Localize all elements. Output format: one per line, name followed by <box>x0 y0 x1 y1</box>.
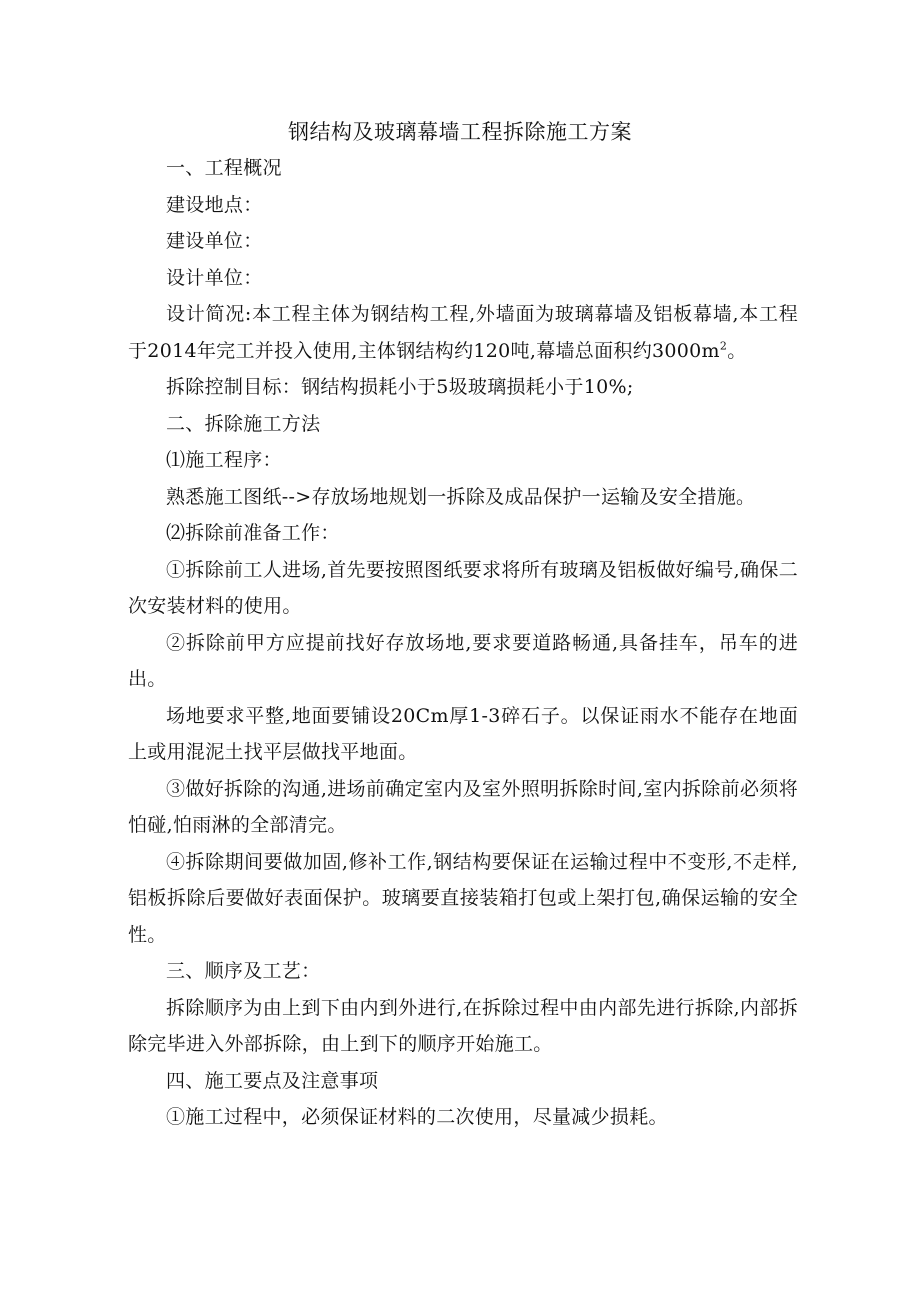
design-brief-end: 。 <box>727 339 747 362</box>
design-brief-paragraph <box>128 296 798 369</box>
document-body <box>128 150 798 1136</box>
step1-heading: ⑴施工程序： <box>166 449 282 471</box>
control-target: 拆除控制目标：钢结构损耗小于5圾玻璃损耗小于10%; <box>166 376 634 398</box>
prep-item: ①拆除前工人进场,首先要按照图纸要求将所有玻璃及铝板做好编号,确保二次安装材料的使用。 <box>128 558 798 617</box>
section-heading-overview: 一、工程概况 <box>166 157 282 179</box>
section-heading-sequence: 三、顺序及工艺： <box>166 960 321 982</box>
designer-label: 设计单位： <box>166 266 263 289</box>
prep-item: 场地要求平整,地面要铺设20Cm厚1-3碎石子。以保证雨水不能存在地面上或用混泥土找平层做找平地面。 <box>128 704 798 763</box>
prep-item: ④拆除期间要做加固,修补工作,钢结构要保证在运输过程中不变形,不走样,铝板拆除后要做好表面保护。玻璃要直接装箱打包或上架打包,确保运输的安全性。 <box>128 850 798 946</box>
owner-label: 建设单位： <box>166 230 263 252</box>
notes-item: ①施工过程中，必须保证材料的二次使用，尽量减少损耗。 <box>166 1106 668 1128</box>
step1-text: 熟悉施工图纸-->存放场地规划一拆除及成品保护一运输及安全措施。 <box>166 485 756 508</box>
prep-item: ③做好拆除的沟通,进场前确定室内及室外照明拆除时间,室内拆除前必须将怕碰,怕雨淋的全部清完。 <box>128 777 798 836</box>
step2-heading: ⑵拆除前准备工作： <box>166 522 340 544</box>
area-unit-superscript: 2 <box>719 339 728 353</box>
prep-item: ②拆除前甲方应提前找好存放场地,要求要道路畅通,具备挂车，吊车的进出。 <box>128 631 798 690</box>
design-brief-text: 设计简况:本工程主体为钢结构工程,外墙面为玻璃幕墙及铝板幕墙,本工程于2014年完工并投入使用,主体钢结构约120吨,幕墙总面积约3000m <box>128 303 798 362</box>
document-title: 钢结构及玻璃幕墙工程拆除施工方案 <box>288 120 632 144</box>
section-heading-methods: 二、拆除施工方法 <box>166 412 321 435</box>
section-heading-notes: 四、施工要点及注意事项 <box>166 1069 379 1092</box>
site-label: 建设地点： <box>166 193 263 216</box>
sequence-text: 拆除顺序为由上到下由内到外进行,在拆除过程中由内部先进行拆除,内部拆除完毕进入外部拆除，由上到下的顺序开始施工。 <box>128 996 798 1055</box>
